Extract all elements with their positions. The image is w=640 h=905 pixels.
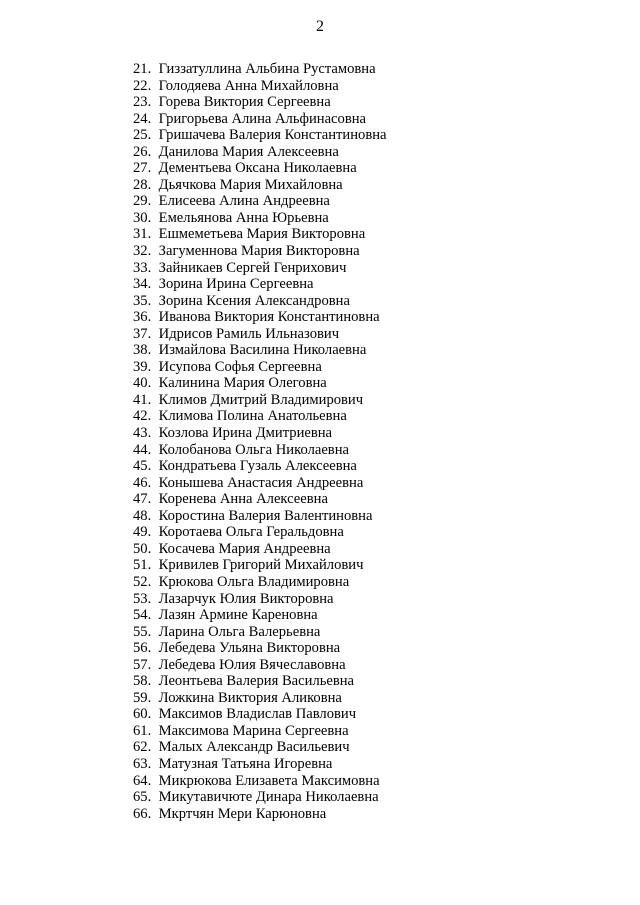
- list-item-name: Зорина Ксения Александровна: [158, 292, 350, 309]
- list-item-number: 64.: [133, 772, 152, 789]
- list-item-name: Идрисов Рамиль Ильназович: [158, 325, 340, 342]
- list-item: [133, 524, 387, 541]
- list-item: [133, 309, 387, 326]
- list-item-name: Матузная Татьяна Игоревна: [158, 755, 333, 772]
- list-item: [133, 773, 387, 790]
- list-item: [133, 657, 387, 674]
- list-item: [133, 475, 387, 492]
- list-item: [133, 806, 387, 823]
- list-item-number: 33.: [133, 259, 152, 276]
- list-item-name: Елисеева Алина Андреевна: [158, 193, 330, 210]
- list-item-name: Лазян Армине Кареновна: [158, 607, 318, 624]
- list-item: [133, 425, 387, 442]
- list-item-number: 59.: [133, 689, 152, 706]
- list-item-number: 44.: [133, 441, 152, 458]
- list-item-name: Горева Виктория Сергеевна: [158, 94, 331, 111]
- list-item: [133, 276, 387, 293]
- list-item-number: 65.: [133, 789, 152, 806]
- list-item: [133, 557, 387, 574]
- list-item-name: Кондратьева Гузаль Алексеевна: [158, 458, 357, 475]
- list-item-number: 32.: [133, 243, 152, 260]
- list-item-name: Малых Александр Васильевич: [158, 739, 350, 756]
- list-item-name: Гришачева Валерия Константиновна: [158, 127, 387, 144]
- list-item-name: Гиззатуллина Альбина Рустамовна: [158, 61, 376, 77]
- list-item: [133, 690, 387, 707]
- list-item-name: Зайникаев Сергей Генрихович: [158, 259, 347, 276]
- list-item: [133, 375, 387, 392]
- list-item-number: 47.: [133, 491, 152, 508]
- list-item-number: 46.: [133, 474, 152, 491]
- list-item-name: Конышева Анастасия Андреевна: [158, 474, 364, 491]
- list-item: [133, 673, 387, 690]
- list-item-number: 55.: [133, 623, 152, 640]
- name-list: [133, 61, 387, 822]
- list-item: [133, 177, 387, 194]
- list-item-number: 63.: [133, 755, 152, 772]
- list-item-name: Лазарчук Юлия Викторовна: [158, 590, 334, 607]
- list-item-name: Дьячкова Мария Михайловна: [158, 176, 343, 193]
- list-item: [133, 359, 387, 376]
- list-item-name: Голодяева Анна Михайловна: [158, 77, 339, 94]
- list-item: [133, 789, 387, 806]
- list-item: [133, 706, 387, 723]
- list-item-number: 41.: [133, 391, 152, 408]
- list-item-number: 51.: [133, 557, 152, 574]
- list-item-number: 61.: [133, 722, 152, 739]
- list-item-name: Данилова Мария Алексеевна: [158, 143, 339, 160]
- list-item-number: 49.: [133, 524, 152, 541]
- list-item: [133, 392, 387, 409]
- list-item-number: 35.: [133, 292, 152, 309]
- list-item: [133, 111, 387, 128]
- list-item: [133, 591, 387, 608]
- list-item-number: 24.: [133, 110, 152, 127]
- list-item-number: 57.: [133, 656, 152, 673]
- list-item-number: 28.: [133, 176, 152, 193]
- list-item: [133, 491, 387, 508]
- list-item: [133, 326, 387, 343]
- list-item-name: Климов Дмитрий Владимирович: [158, 391, 364, 408]
- list-item-name: Исупова Софья Сергеевна: [158, 358, 322, 375]
- list-item-name: Коростина Валерия Валентиновна: [158, 507, 373, 524]
- list-item-number: 38.: [133, 342, 152, 359]
- list-item-number: 43.: [133, 425, 152, 442]
- list-item-name: Косачева Мария Андреевна: [158, 540, 331, 557]
- list-item-name: Мкртчян Мери Карюновна: [158, 805, 327, 822]
- list-item: [133, 94, 387, 111]
- list-item: [133, 160, 387, 177]
- list-item: [133, 574, 387, 591]
- list-item: [133, 210, 387, 227]
- list-item-name: Леонтьева Валерия Васильевна: [158, 673, 355, 690]
- list-item-name: Коротаева Ольга Геральдовна: [158, 524, 344, 541]
- list-item-name: Микутавичюте Динара Николаевна: [158, 789, 379, 806]
- list-item-number: 23.: [133, 94, 152, 111]
- list-item-number: 26.: [133, 143, 152, 160]
- list-item: [133, 508, 387, 525]
- list-item-number: 36.: [133, 309, 152, 326]
- list-item-name: Ларина Ольга Валерьевна: [158, 623, 321, 640]
- list-item-number: 62.: [133, 739, 152, 756]
- list-item-name: Калинина Мария Олеговна: [158, 375, 327, 392]
- list-item: [133, 607, 387, 624]
- list-item-name: Микрюкова Елизавета Максимовна: [158, 772, 380, 789]
- list-item-name: Ешмеметьева Мария Викторовна: [158, 226, 366, 243]
- list-item-name: Кривилев Григорий Михайлович: [158, 557, 364, 574]
- list-item: [133, 640, 387, 657]
- list-item-number: 40.: [133, 375, 152, 392]
- list-item-name: Лебедева Ульяна Викторовна: [158, 640, 341, 657]
- list-item-number: 56.: [133, 640, 152, 657]
- list-item-name: Лебедева Юлия Вячеславовна: [158, 656, 346, 673]
- list-item-name: Климова Полина Анатольевна: [158, 408, 347, 425]
- list-item: [133, 61, 387, 78]
- list-item-number: 21.: [133, 61, 152, 77]
- list-item-name: Коренева Анна Алексеевна: [158, 491, 328, 508]
- list-item: [133, 260, 387, 277]
- list-item: [133, 458, 387, 475]
- list-item: [133, 144, 387, 161]
- list-item-name: Измайлова Василина Николаевна: [158, 342, 367, 359]
- list-item: [133, 541, 387, 558]
- list-item-number: 29.: [133, 193, 152, 210]
- list-item: [133, 127, 387, 144]
- list-item: [133, 442, 387, 459]
- list-item: [133, 408, 387, 425]
- list-item-name: Колобанова Ольга Николаевна: [158, 441, 349, 458]
- page-number: 2: [316, 18, 324, 35]
- list-item: [133, 193, 387, 210]
- list-item-number: 22.: [133, 77, 152, 94]
- list-item: [133, 293, 387, 310]
- list-item-name: Дементьева Оксана Николаевна: [158, 160, 357, 177]
- list-item: [133, 756, 387, 773]
- list-item-name: Козлова Ирина Дмитриевна: [158, 425, 333, 442]
- list-item-number: 45.: [133, 458, 152, 475]
- list-item-name: Григорьева Алина Альфинасовна: [158, 110, 367, 127]
- list-item-number: 37.: [133, 325, 152, 342]
- list-item-number: 58.: [133, 673, 152, 690]
- list-item-name: Иванова Виктория Константиновна: [158, 309, 380, 326]
- list-item: [133, 624, 387, 641]
- list-item-name: Ложкина Виктория Аликовна: [158, 689, 342, 706]
- list-item-number: 25.: [133, 127, 152, 144]
- list-item-number: 30.: [133, 209, 152, 226]
- list-item-number: 66.: [133, 805, 152, 822]
- list-item-number: 39.: [133, 358, 152, 375]
- list-item: [133, 243, 387, 260]
- list-item-number: 31.: [133, 226, 152, 243]
- list-item-number: 60.: [133, 706, 152, 723]
- list-item-number: 48.: [133, 507, 152, 524]
- list-item: [133, 226, 387, 243]
- list-item-name: Емельянова Анна Юрьевна: [158, 209, 329, 226]
- list-item: [133, 739, 387, 756]
- list-item: [133, 342, 387, 359]
- list-item-number: 42.: [133, 408, 152, 425]
- list-item-number: 27.: [133, 160, 152, 177]
- list-item-number: 34.: [133, 276, 152, 293]
- list-item-number: 54.: [133, 607, 152, 624]
- list-item-name: Загуменнова Мария Викторовна: [158, 243, 360, 260]
- list-item: [133, 78, 387, 95]
- list-item-name: Максимов Владислав Павлович: [158, 706, 357, 723]
- list-item-name: Зорина Ирина Сергеевна: [158, 276, 314, 293]
- list-item: [133, 723, 387, 740]
- list-item-number: 52.: [133, 573, 152, 590]
- list-item-name: Крюкова Ольга Владимировна: [158, 573, 350, 590]
- list-item-name: Максимова Марина Сергеевна: [158, 722, 349, 739]
- list-item-number: 53.: [133, 590, 152, 607]
- list-item-number: 50.: [133, 540, 152, 557]
